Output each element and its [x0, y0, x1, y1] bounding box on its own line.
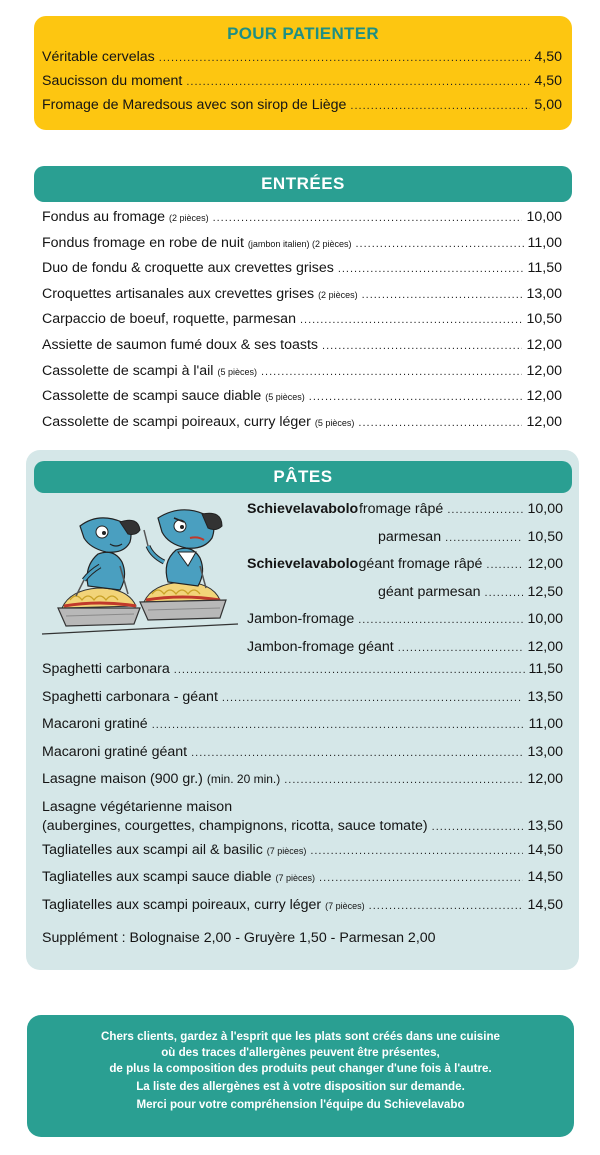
item-price: 11,00 — [527, 234, 562, 251]
item-name: Lasagne végétarienne maison — [42, 798, 233, 815]
menu-item — [42, 94, 562, 118]
item-price: 10,00 — [527, 611, 563, 628]
menu-item — [42, 816, 563, 837]
item-name: Cassolette de scampi sauce diable — [42, 388, 262, 405]
dot-leader — [445, 525, 523, 552]
item-price: 12,00 — [527, 771, 563, 787]
item-name: Jambon-fromage — [247, 611, 355, 628]
item-note: (7 pièces) — [266, 845, 307, 856]
item-note: (2 pièces) — [169, 213, 209, 223]
item-name: Tagliatelles aux scampi ail & basilic — [42, 841, 263, 858]
item-price: 13,00 — [527, 743, 563, 760]
dot-leader — [300, 308, 523, 333]
item-price: 11,50 — [528, 661, 563, 677]
item-name: Cassolette de scampi à l'ail — [42, 362, 214, 379]
item-name: Assiette de saumon fumé doux & ses toasts — [42, 336, 319, 353]
menu-item — [42, 711, 563, 739]
menu-item — [42, 256, 562, 282]
menu-item — [247, 606, 563, 634]
menu-item — [42, 384, 562, 410]
item-price: 12,50 — [527, 583, 563, 600]
dot-leader — [174, 657, 525, 684]
menu-item — [42, 410, 562, 436]
dot-leader — [362, 283, 523, 308]
dot-leader — [432, 817, 524, 837]
menu-item — [42, 656, 563, 684]
item-brand: Schievelavabolo — [247, 556, 359, 573]
menu-item — [42, 359, 562, 385]
item-name: Carpaccio de boeuf, roquette, parmesan — [42, 311, 296, 328]
item-name: Tagliatelles aux scampi sauce diable — [42, 869, 272, 885]
dot-leader — [350, 95, 530, 118]
item-name: Lasagne maison (900 gr.) — [42, 771, 203, 787]
item-note: (7 pièces) — [275, 873, 316, 883]
dot-leader — [261, 360, 523, 385]
item-note: (min. 20 min.) — [206, 772, 281, 786]
item-name: parmesan — [378, 528, 442, 545]
menu-item — [42, 766, 563, 794]
item-price: 4,50 — [534, 49, 562, 65]
dot-leader — [191, 740, 523, 767]
menu-item — [42, 892, 563, 920]
entrees-title: ENTRÉES — [34, 166, 572, 202]
pates-title: PÂTES — [34, 461, 572, 493]
item-name: Fromage de Maredsous avec son sirop de Liège — [42, 97, 347, 113]
item-price: 12,00 — [526, 362, 562, 379]
menu-item — [42, 70, 562, 94]
item-price: 11,50 — [527, 260, 562, 277]
dot-leader — [186, 71, 530, 94]
item-price: 10,50 — [526, 311, 562, 328]
item-price: 14,50 — [527, 841, 563, 858]
menu-item — [42, 46, 562, 70]
item-price: 10,00 — [527, 501, 563, 517]
dot-leader — [284, 767, 523, 794]
menu-item — [247, 524, 563, 552]
item-price: 13,50 — [527, 817, 563, 834]
menu-item — [42, 205, 562, 231]
item-name: Fondus au fromage — [42, 209, 166, 225]
item-price: 12,00 — [526, 336, 562, 353]
dot-leader — [485, 580, 524, 607]
item-name: géant fromage râpé — [358, 556, 483, 573]
dot-leader — [213, 206, 523, 231]
dot-leader — [338, 257, 524, 282]
dot-leader — [358, 411, 522, 436]
item-note: (5 pièces) — [217, 366, 257, 377]
item-price: 5,00 — [534, 97, 562, 113]
dot-leader — [222, 685, 524, 712]
item-name: fromage râpé — [358, 501, 444, 517]
dot-leader — [152, 712, 525, 739]
item-name: Duo de fondu & croquette aux crevettes grises — [42, 260, 334, 277]
pour-patienter-title: POUR PATIENTER — [227, 24, 379, 43]
menu-item — [42, 864, 563, 892]
item-note: (5 pièces) — [314, 417, 355, 428]
pates-list — [42, 656, 563, 919]
allergen-line: où des traces d'allergènes peuvent être présentes, — [161, 1045, 440, 1059]
pour-patienter-list — [34, 46, 572, 118]
entrees-list — [42, 205, 562, 435]
item-price: 10,50 — [527, 528, 563, 545]
item-name: Cassolette de scampi poireaux, curry léger — [42, 413, 311, 430]
menu-item — [247, 579, 563, 607]
item-price: 14,50 — [527, 869, 563, 885]
item-name: Jambon-fromage géant — [247, 638, 394, 655]
menu-item — [42, 739, 563, 767]
allergen-line: Chers clients, gardez à l'esprit que les plats sont créés dans une cuisine — [100, 1030, 501, 1043]
item-price: 13,00 — [526, 285, 562, 302]
item-name: Spaghetti carbonara - géant — [42, 688, 218, 705]
item-note: (5 pièces) — [265, 392, 305, 403]
menu-item — [42, 837, 563, 865]
menu-item — [247, 551, 563, 579]
dot-leader — [319, 865, 523, 892]
dot-leader — [355, 232, 523, 257]
item-name: Tagliatelles aux scampi poireaux, curry léger — [42, 896, 322, 913]
item-price: 14,50 — [527, 896, 563, 913]
supplement-note: Supplément : Bolognaise 2,00 - Gruyère 1,50 - Parmesan 2,00 — [42, 930, 436, 946]
menu-item — [42, 684, 563, 712]
allergen-notice — [27, 1015, 574, 1137]
item-price: 12,00 — [527, 638, 563, 655]
allergen-line: de plus la composition des produits peut changer d'une fois à l'autre. — [109, 1061, 492, 1075]
item-price: 10,00 — [526, 209, 562, 225]
dot-leader — [447, 497, 523, 524]
item-note: (7 pièces) — [325, 900, 365, 911]
item-name: Croquettes artisanales aux crevettes grises — [42, 285, 315, 302]
item-price: 12,00 — [527, 556, 563, 573]
menu-item — [42, 333, 562, 359]
schievelavabolo-list — [247, 496, 563, 662]
item-name: Spaghetti carbonara — [42, 661, 170, 677]
dot-leader — [358, 607, 523, 634]
item-price: 13,50 — [527, 688, 563, 705]
item-price: 4,50 — [534, 73, 562, 89]
item-note: (jambon italien) (2 pièces) — [247, 238, 352, 249]
dot-leader — [310, 838, 523, 865]
pasta-characters-illustration — [40, 496, 240, 642]
dot-leader — [486, 552, 523, 579]
dot-leader — [309, 385, 523, 410]
item-name: géant parmesan — [378, 583, 481, 600]
item-price: 11,00 — [528, 716, 563, 732]
item-price: 12,00 — [526, 388, 562, 405]
item-name: Macaroni gratiné — [42, 716, 148, 732]
menu-item — [42, 231, 562, 257]
item-description: (aubergines, courgettes, champignons, ricotta, sauce tomate) — [42, 817, 428, 834]
item-price: 12,00 — [526, 413, 562, 430]
menu-item — [42, 307, 562, 333]
item-name: Fondus fromage en robe de nuit — [42, 234, 244, 251]
pour-patienter-section — [34, 16, 572, 130]
item-note: (2 pièces) — [318, 289, 358, 300]
dot-leader — [322, 334, 522, 359]
allergen-line: La liste des allergènes est à votre disposition sur demande. — [136, 1080, 465, 1094]
menu-item — [247, 496, 563, 524]
item-name: Saucisson du moment — [42, 73, 183, 89]
menu-item — [42, 282, 562, 308]
item-name: Macaroni gratiné géant — [42, 743, 188, 760]
item-name: Véritable cervelas — [42, 49, 155, 65]
allergen-line: Merci pour votre compréhension l'équipe du Schievelavabo — [136, 1098, 465, 1112]
dot-leader — [369, 893, 524, 920]
dot-leader — [159, 47, 531, 70]
item-brand: Schievelavabolo — [247, 501, 359, 517]
